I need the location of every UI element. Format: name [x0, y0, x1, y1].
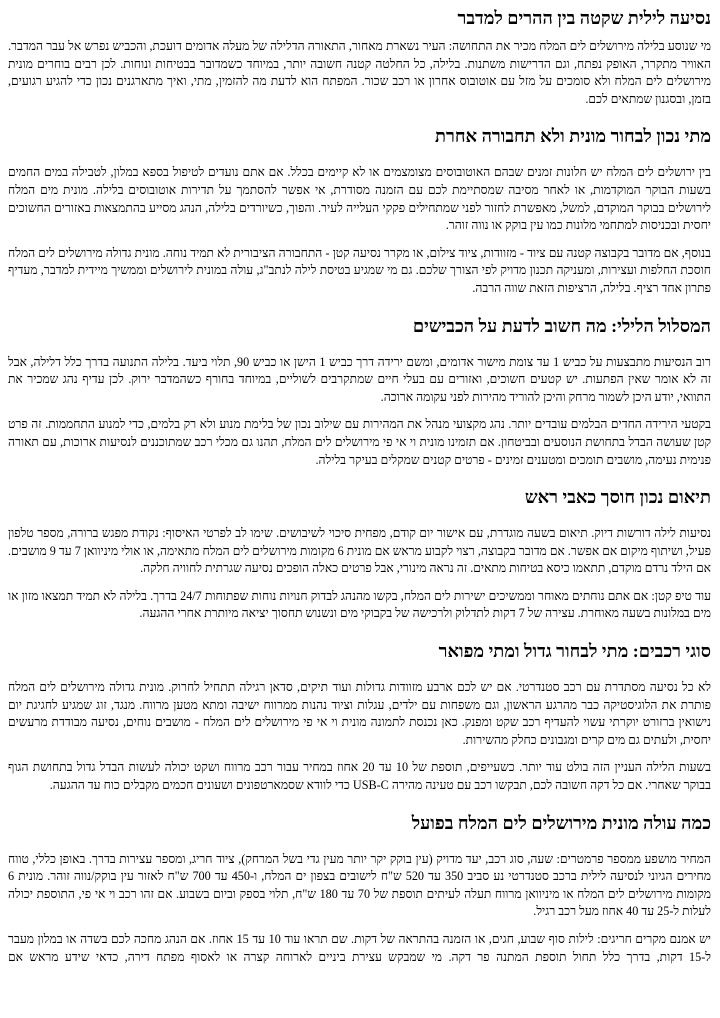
section-paragraph: לא כל נסיעה מסתדרת עם רכב סטנדרטי. אם יש לכם ארבע מזוודות גדולות ועוד תיקים, סדאן רגילה תתחיל לחרוק. מונית גדולה מירושלים לים המלח פותרת את הלוגיסטיקה כבר מהרגע הראשון, וגם משפחות עם ילדים, עגלות וציוד נהנות ממרווח ישיבה ומתא מטען מרווח. מנגד, זוג שמגיע לחגיגת יום נישואין ברזורט יוקרתי עשוי להעדיף רכב שקט ומפנק. כאן נכנסת לתמונה מונית וי אי פי מירושלים לים המלח - מושבים נוחים, נסיעה מבודדת מרעשים יחסית, ולעתים גם מים קרים ומגבונים כחלק מהשירות. [8, 680, 711, 747]
section-paragraph: בשעות הלילה העניין הזה בולט עוד יותר. כשעייפים, תוספת של 10 עד 20 אחוז במחיר עבור רכב מרווח ושקט יכולה לעשות הבדל גדול בתחושת הגוף בבוקר שאחרי. אם כל דקה חשובה לכם, תבקשו רכב עם טעינה מהירה USB-C כדי לוודא שסמארטפונים ושעונים חכמים מקבלים כוח עד ההגעה. [8, 760, 712, 793]
section-vehicle-types [8, 640, 711, 795]
section-pricing [8, 812, 711, 967]
article-title: נסיעה לילית שקטה בין ההרים למדבר [457, 8, 711, 28]
section-paragraph: המחיר מושפע ממספר פרמטרים: שעה, סוג רכב, יעד מדויק (עין בוקק יקר יותר מעין גדי בשל המרחק), ציוד חריג, ומספר עצירות בדרך. באופן כללי, טווח מחירים הגיוני לנסיעה לילית ברכב סטנדרטי נע סביב 350 עד 520 ש"ח לישובים בצפון ים המלח, ו-450 עד 700 ש"ח לאזור עין בוקק/נווה זוהר. מונית 6 מקומות מירושלים לים המלח או מיניוואן מרווח תעלה לעיתים תוספת של 70 עד 180 ש"ח, תלוי בספק וביום בשבוע. אם זהו רכב וי אי פי, התוספת יכולה לעלות ל-25 עד 40 אחוז מעל רכב רגיל. [8, 851, 711, 919]
section-heading: תיאום נכון חוסך כאבי ראש [524, 487, 711, 508]
section-when-to-choose-taxi [8, 125, 711, 297]
section-paragraph: בנוסף, אם מדובר בקבוצה קטנה עם ציוד - מזוודות, ציוד צילום, או מקרר נסיעה קטן - התחבורה הציבורית לא תמיד נוחה. מונית גדולה מירושלים לים המלח חוסכת החלפות ועצירות, ומעניקה תכנון מדויק לפי הצורך שלכם. גם מי שמגיע בטיסת לילה לנתב"ג, עולה במונית לירושלים וממשיך מיידית למדבר, מעדיף פתרון אחד רציף. בלילה, הרציפות הזאת שווה הרבה. [8, 245, 711, 295]
section-paragraph: רוב הנסיעות מתבצעות על כביש 1 עד צומת מישור אדומים, ומשם ירידה דרך כביש 1 הישן או כביש 90, תלוי ביעד. בלילה התנועה בדרך כלל דלילה, אבל זה לא אומר שאין הפתעות. יש קטעים חשוכים, ואזורים עם בעלי חיים שמתקרבים לשוליים, במיוחד בחורף כשהמדבר ירוק. לכן עדיף נהג שמכיר את התוואי, יודע היכן לשמור מרחק והיכן להוריד מהירות לפני עקומה ארוכה. [8, 354, 711, 404]
intro-paragraph: מי שנוסע בלילה מירושלים לים המלח מכיר את התחושה: העיר נשארת מאחור, התאורה הדלילה של מעלה אדומים דועכת, והכביש נפרש אל עבר המדבר. האוויר מתקרר, האופק נפתח, וגם הדרישות משתנות. בלילה, כל החלטה קטנה חשובה יותר, במיוחד כשמדובר בבטיחות ונוחות. לכן רבים בוחרים מונית מירושלים לים המלח ולא סומכים על מזל עם אוטובוס אחרון או רכב שכור. המפתח הוא לדעת מה להזמין, מתי, ואיך מתארגנים נכון כדי להגיע רגועים, בזמן, ובסגנון שמתאים לכם. [8, 39, 711, 106]
section-night-route [8, 315, 711, 470]
section-heading: סוגי רכבים: מתי לבחור גדול ומתי מפואר [438, 641, 711, 662]
section-paragraph: עוד טיפ קטן: אם אתם נוחתים מאוחר וממשיכים ישירות לים המלח, בקשו מהנהג לבדוק חנויות נוחות שפתוחות 24/7 בדרך. בלילה לא תמיד תמצאו מזון או מים במלונות בשעה מאוחרת. עצירה של 7 דקות לתדלוק ולרכישה של בקבוקי מים ונשנוש תחסוך יציאה מיותרת אחרי ההגעה. [8, 588, 711, 621]
section-heading: כמה עולה מונית מירושלים לים המלח בפועל [411, 812, 711, 833]
section-heading: המסלול הלילי: מה חשוב לדעת על הכבישים [412, 315, 711, 336]
section-coordination [8, 486, 711, 623]
section-paragraph: בין ירושלים לים המלח יש חלונות זמנים שבהם האוטובוסים מצומצמים או לא קיימים בכלל. אם אתם נועדים לטיפול בספא במלון, לטבילה במים החמים בשעות הבוקר המוקדמות, או לאחר מסיבה שמסתיימת לכם עם הזמנה מסודרת, אי אפשר להסתמך על תדירות אוטובוסים בלילה. מונית מים המלח לירושלים בבוקר המוקדם, למשל, מאפשרת לחזור לפני שמתחילים פקקי העלייה לעיר. והפוך, כשיורדים בלילה, הנהג מסייע בהתמצאות באזורים החשוכים יחסית ובכניסות למתחמי מלונות כמו עין בוקק או נווה זוהר. [8, 165, 711, 233]
section-paragraph: נסיעות לילה דורשות דיוק. תיאום בשעה מוגדרת, עם אישור יום קודם, מפחית סיכוי לשיבושים. שימו לב לפרטי האיסוף: נקודת מפגש ברורה, מספר טלפון פעיל, ושיתוף מיקום אם אפשר. אם מדובר בקבוצה, רצוי לקבוע מראש אם מונית 6 מקומות מירושלים לים המלח מתאימה, או אולי מיניוואן 7 עד 9 מושבים. אם הילד נרדם מוקדם, תתאמו כיסא בטיחות מתאים. זה נראה מינורי, אבל פרטים כאלה הופכים נסיעה שגרתית לחוויה חלקה. [8, 526, 711, 576]
section-heading: מתי נכון לבחור מונית ולא תחבורה אחרת [435, 126, 711, 147]
section-paragraph: יש אמנם מקרים חריגים: לילות סוף שבוע, חגים, או הזמנה בהתראה של דקות. שם תראו עוד 10 עד 15 אחוז. אם הנהג מחכה לכם בשדה או במלון מעבר ל-15 דקות, בדרך כלל תחול תוספת המתנה פר דקה. מי שמבקש עצירת ביניים לארוחה קצרה או לאסוף מפתח דירה, כדאי שידע מראש אם [8, 932, 711, 964]
section-paragraph: בקטעי הירידה החדים הבלמים עובדים יותר. נהג מקצועי מנהל את המהירות עם שילוב נכון של בלימת מנוע ולא רק בלמים, כדי למנוע התחממות. זה פרט קטן שעושה הבדל בתחושת הנוסעים ובביטחון. אם תזמינו מונית וי אי פי מירושלים לים המלח, תהנו גם מכלי רכב שמתוכננים לנסיעות ארוכות, עם תאורה פנימית נעימה, מושבים תומכים ומטענים זמינים - פרטים קטנים שמקלים בעיקר בלילה. [8, 417, 711, 467]
